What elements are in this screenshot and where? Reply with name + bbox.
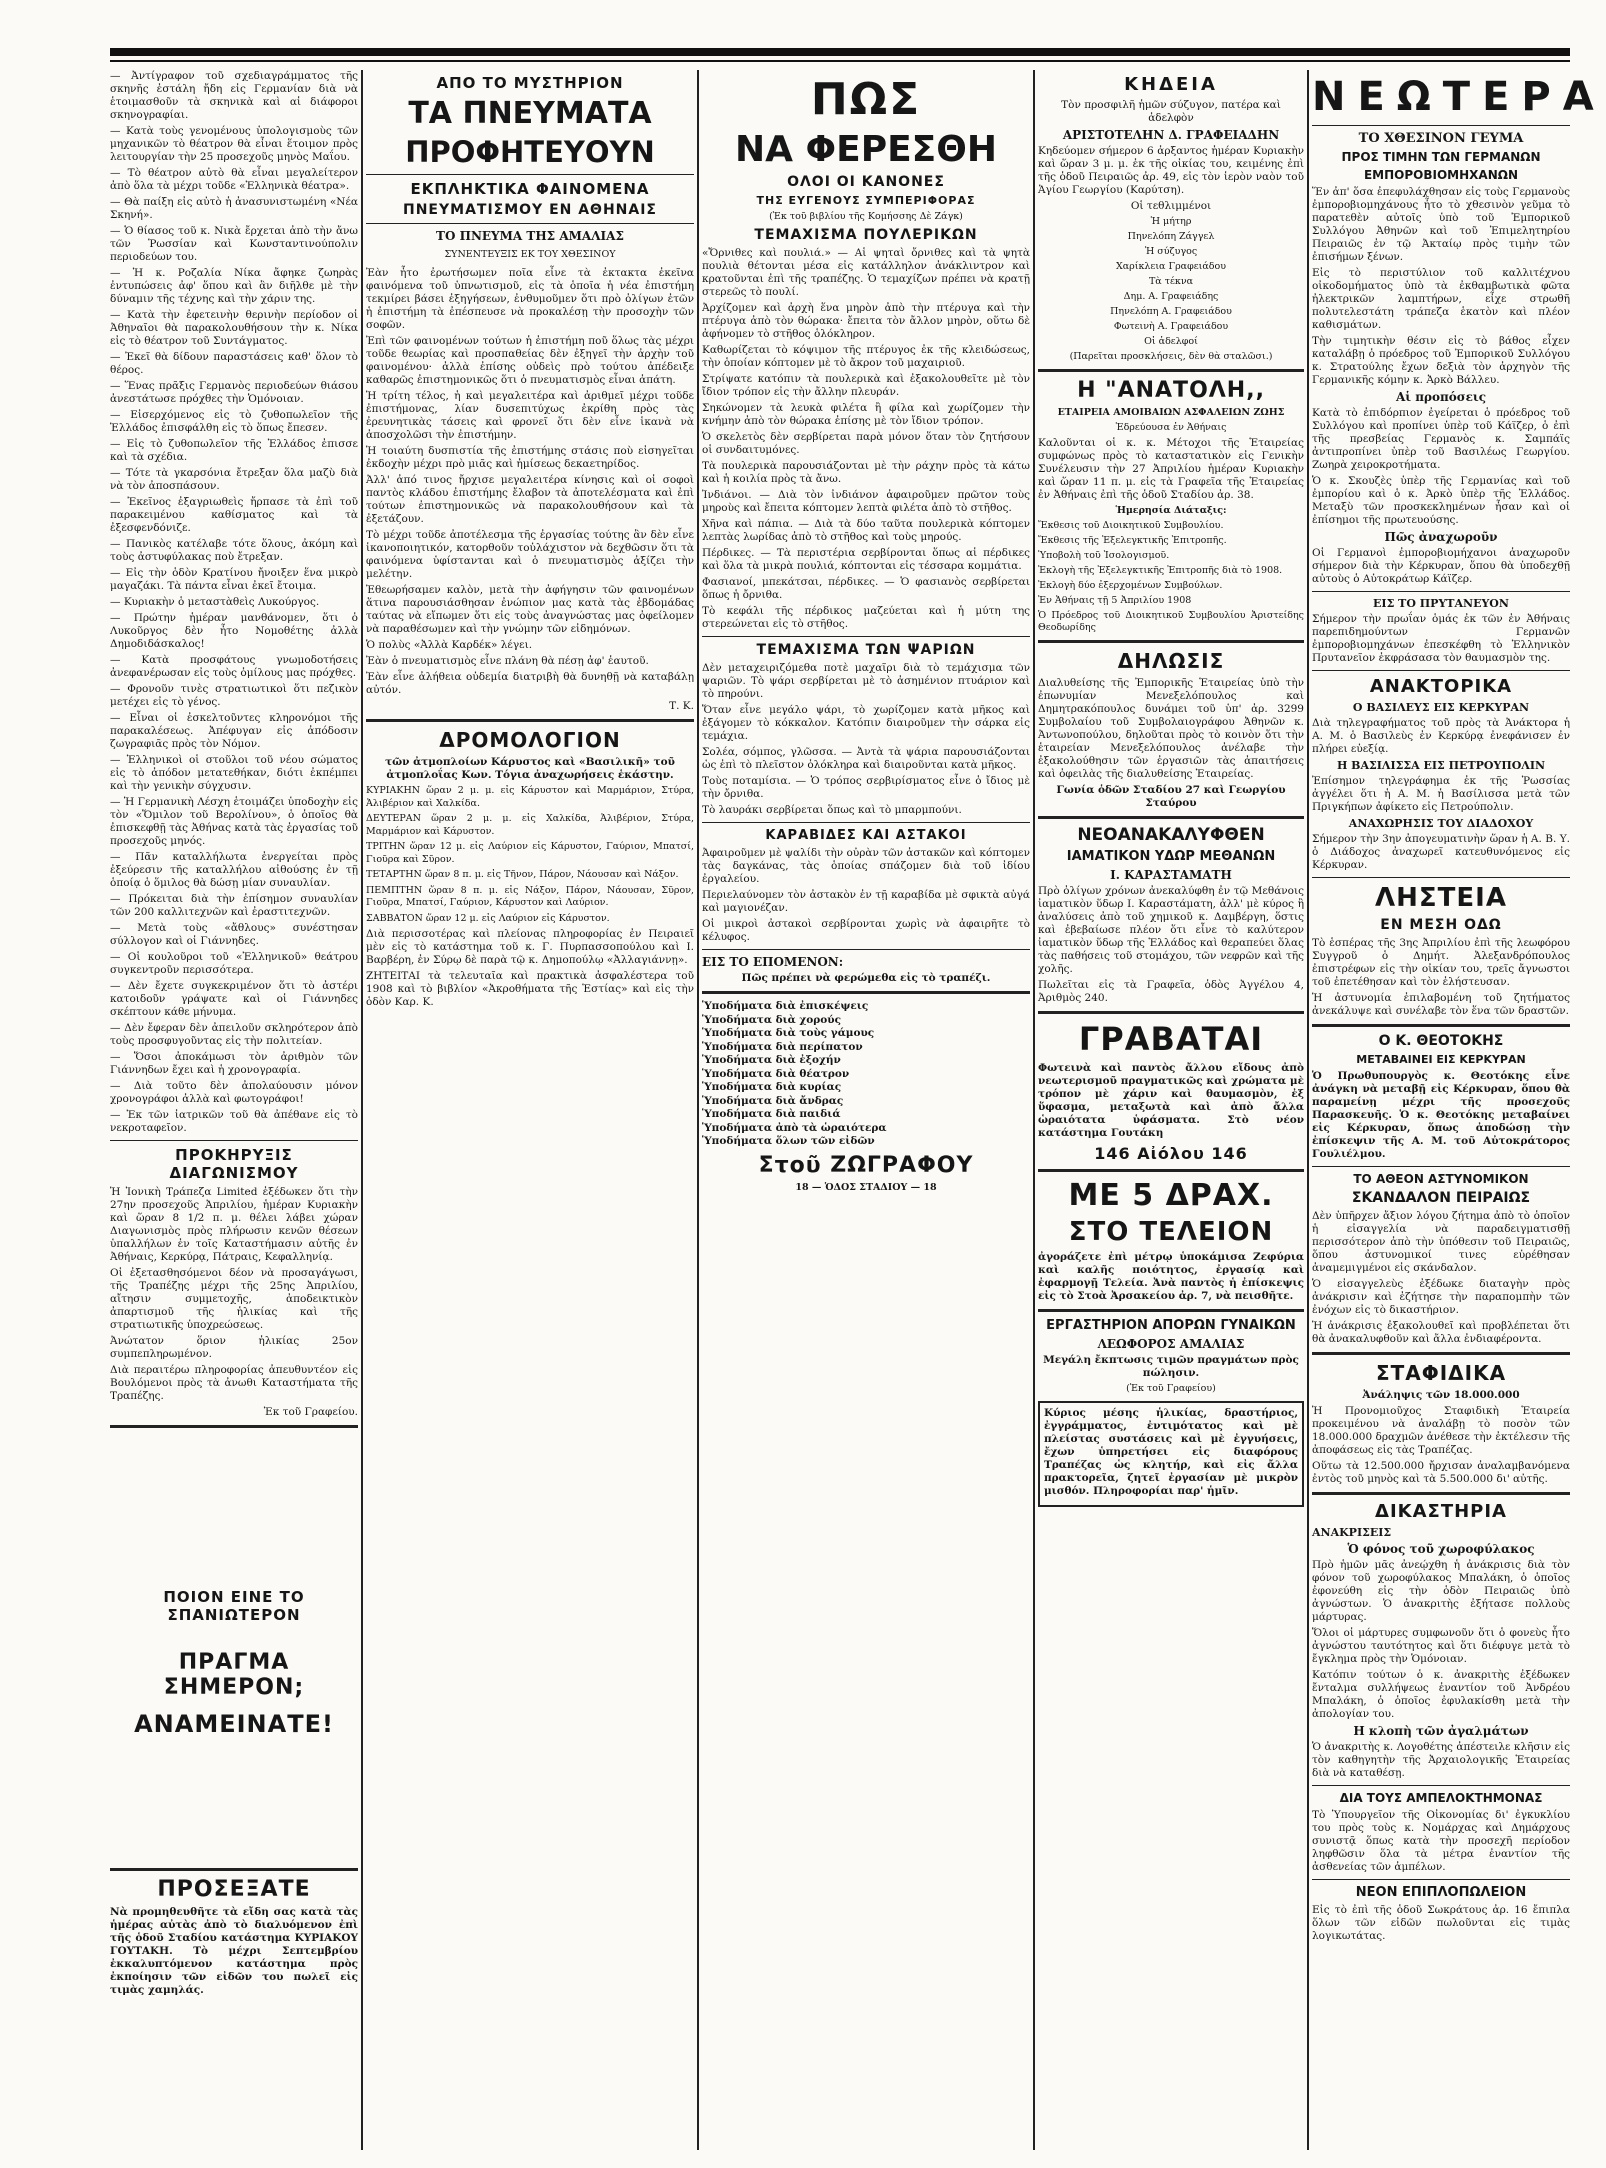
newspaper-page (110, 48, 1606, 2158)
divider (1038, 1011, 1304, 1014)
paragraph: Σολέα, σόμπος, γλῶσσα. — Ἀντὰ τὰ ψάρια παρουσιάζονται ὡς ἐπὶ τὸ πλεῖστον ὁλόκληρα καὶ διαιροῦνται κατὰ μῆκος. (702, 746, 1030, 771)
divider (1038, 369, 1304, 372)
signature: Τ. Κ. (669, 700, 694, 712)
signature: Ἐκ τοῦ Γραφείου. (263, 1406, 358, 1418)
headline-attention: ΠΡΟΣΕΞΑΤΕ (157, 1877, 311, 1902)
subheadline: Ι. ΚΑΡΑΣΤΑΜΑΤΗ (1110, 868, 1232, 882)
schedule-line: ΚΥΡΙΑΚΗΝ ὥραν 2 μ. μ. εἰς Κάρυστον καὶ Μαρμάριον, Στύρα, Ἀλιβέριον καὶ Χαλκίδα. (366, 785, 694, 809)
paragraph: «Ὄρνιθες καὶ πουλιά.» — Αἱ ψηταὶ ὄρνιθες καὶ τὰ ψητὰ πουλιὰ θέτονται μέσα εἰς κατάλληλον ἀνάκλιντρον καὶ κρατοῦνται ἐπὶ τῆς τραπέζης. Ὁ τεμαχίζων πρέπει νὰ κρατῇ στερεῶς τὸ πουλί. (702, 247, 1030, 298)
paragraph: Σηκώνομεν τὰ λευκὰ φιλέτα ἢ φίλα καὶ χωρίζομεν τὴν κνήμην ἀπὸ τὸν θώρακα ἐπίσης μὲ τὸν ἴδιον τρόπον. (702, 402, 1030, 427)
headline-new-water: ΝΕΟΑΝΑΚΑΛΥΦΘΕΝ (1077, 825, 1265, 845)
agenda-item: Ὑποβολὴ τοῦ Ἰσολογισμοῦ. (1038, 550, 1170, 561)
relative: Ἡ σύζυγος (1144, 246, 1198, 257)
store-address: 18 — ὉΔΟΣ ΣΤΑΔΙΟΥ — 18 (795, 1181, 937, 1193)
shoes-ad-line: Ὑποδήματα διὰ τοὺς γάμους (702, 1027, 875, 1039)
relative: Πηνελόπη Α. Γραφειάδου (1110, 306, 1232, 317)
paragraph: Ἀνάληψις τῶν 18.000.000 (1362, 1389, 1520, 1401)
paragraph: — Τότε τὰ γκαρσόνια ἔτρεξαν ὅλα μαζὺ διὰ νὰ τὸν ἀποσπάσουν. (110, 467, 358, 492)
shoes-ad-list (702, 1000, 1030, 1149)
subheadline: ΑΝΑΧΩΡΗΣΙΣ ΤΟΥ ΔΙΑΔΟΧΟΥ (1348, 817, 1534, 830)
divider (1312, 877, 1570, 878)
paragraph: — Πρώτην ἡμέραν μανθάνομεν, ὅτι ὁ Λυκοῦργος δὲν ἦτο Νομοθέτης ἀλλὰ Δημοδιδάσκαλος! (110, 612, 358, 650)
paragraph: Ἡ ἀνάκρισις ἐξακολουθεῖ καὶ προβλέπεται ὅτι θὰ ἀνακαλυφθοῦν καὶ ἄλλα ἐνδιαφέροντα. (1312, 1320, 1570, 1345)
schedule-line: ΤΕΤΑΡΤΗΝ ὥραν 8 π. μ. εἰς Τῆνον, Πάρον, Νάουσαν καὶ Νάξον. (366, 869, 679, 880)
paragraph: — Οἱ κουλοῦροι τοῦ «Ἐλληνικοῦ» θεάτρου συγκεντροῦν περισσότερα. (110, 951, 358, 976)
headline-competition: ΠΡΟΚΗΡΥΞΙΣ ΔΙΑΓΩΝΙΣΜΟΥ (169, 1146, 299, 1182)
divider (366, 174, 694, 175)
subheadline: ΜΕΤΑΒΑΙΝΕΙ ΕΙΣ ΚΕΡΚΥΡΑΝ (1356, 1053, 1526, 1066)
shoes-ad-line: Ὑποδήματα διὰ ἄνδρας (702, 1094, 844, 1107)
headline-ties: ΓΡΑΒΑΤΑΙ (1078, 1020, 1264, 1058)
shoes-ad-line: Ὑποδήματα διὰ παιδιά (702, 1108, 841, 1120)
paragraph: — Κατὰ προσφάτους γνωμοδοτήσεις ἀνεφανέρωσαν εἰς τοὺς ὁμίλους μας πρόχθες. (110, 654, 358, 679)
paragraph: Ὁ πολὺς «Ἀλλὰ Καρδέκ» λέγει. (366, 639, 533, 651)
headline-scandal: ΤΟ ΑΘΕΟΝ ΑΣΤΥΝΟΜΙΚΟΝ (1353, 1172, 1529, 1186)
date-line: Ἐν Ἀθήναις τῇ 5 Ἀπριλίου 1908 (1038, 595, 1192, 606)
paragraph: — Εἰς τὸ ζυθοπωλεῖον τῆς Ἑλλάδος ἐπισσε καὶ τὰ σχέδια. (110, 438, 358, 463)
paragraph: Μεγάλη ἔκπτωσις τιμῶν πραγμάτων πρὸς πώλησιν. (1043, 1354, 1299, 1379)
paragraph: Διαλυθείσης τῆς Ἐμπορικῆς Ἑταιρείας ὑπὸ τὴν ἐπωνυμίαν Μενεξελόπουλος καὶ Δημητρακόπουλος δυνάμει τοῦ ὑπ' ἀρ. 3299 Συμβολαίου τοῦ Συμβολαιογράφου Ἀθηνῶν κ. Ἀντωνοπούλου, δηλοῦται πρὸς τὸ κοινὸν ὅτι τὴν ἑταιρείαν Μενεξελόπουλος ἀνέλαβε τὴν ἐξακολούθησιν τῶν ἐργασιῶν τὰς ἀπαιτήσεις καὶ ὀφειλὰς τῆς διαλυθείσης Ἑταιρείας. (1038, 677, 1304, 780)
paragraph: — Ἀντίγραφον τοῦ σχεδιαγράμματος τῆς σκηνῆς ἐστάλη ἤδη εἰς Γερμανίαν διὰ νὰ ἑτοιμασθοῦν τὰ σκηνικὰ καὶ αἱ διάφοροι σκηνογραφίαι. (110, 70, 358, 121)
classified-box (1038, 1401, 1304, 1507)
agenda-item: Ἐκλογὴ δύο ἐξερχομένων Συμβούλων. (1038, 580, 1223, 591)
paragraph: — Ἡ κ. Ροζαλία Νίκα ἄφηκε ζωηρὰς ἐντυπώσεις ἀφ' ὅπου καὶ ἂν διῆλθε μὲ τὴν δύναμιν τῆς τέχνης καὶ τὴν χάριν της. (110, 267, 358, 305)
shoes-ad-line: Ὑποδήματα διὰ ἐπισκέψεις (702, 1000, 869, 1012)
paragraph: — Πρόκειται διὰ τὴν ἐπίσημον συναυλίαν τῶν 200 καλλιτεχνῶν καὶ ἐραστιτεχνῶν. (110, 893, 358, 918)
schedule-line: ΤΡΙΤΗΝ ὥραν 12 μ. εἰς Λαύριον εἰς Κάρυστον, Γαύριον, Μπατσί, Γιοῦρα καὶ Σῦρον. (366, 841, 694, 865)
headline-dinner: ΤΟ ΧΘΕΣΙΝΟΝ ΓΕΥΜΑ (1358, 131, 1524, 146)
paragraph: Ἐὰν ἦτο ἐρωτήσωμεν ποῖα εἶνε τὰ ἐκτακτα ἐκεῖνα φαινόμενα τοῦ ὑπνωτισμοῦ, εἰς τὰ ὁποῖα ἡ νέα ἐπιστήμη τεκμίρει βάσει ἐξηγήσεων, ἐνθυμοῦμεν ὅτι πρὸ ὀλίγων ἐτῶν ἡ ἐπιστήμη τὰ ἐπέσπευσε νὰ προκαλέσῃ τὴν προσοχὴν τῶν σοφῶν. (366, 267, 694, 331)
paragraph: Οἱ μικροὶ ἀστακοὶ σερβίρονται χωρὶς νὰ ἀφαιρῆτε τὸ κέλυφος. (702, 918, 1030, 943)
column-divider (1307, 70, 1309, 2150)
paragraph: Ὅλοι οἱ μάρτυρες συμφωνοῦν ὅτι ὁ φονεὺς ἦτο ἀγνώστου ταυτότητος καὶ ὅτι διέφυγε μετὰ τὸ ἔγκλημα πρὸς τὴν Ὁμόνοιαν. (1312, 1627, 1570, 1665)
paragraph: Τὸ λαυράκι σερβίρεται ὅπως καὶ τὸ μπαρμπούνι. (702, 804, 962, 816)
paragraph: Τὴν τιμητικὴν θέσιν εἰς τὸ βάθος εἶχεν καταλάβῃ ὁ πρόεδρος τοῦ Ἐμπορικοῦ Συλλόγου κ. Στρατούλης ἔχων δεξιὰ τὸν ἀρχηγὸν τῆς Γερμανικῆς κόμην κ. Ἀρκὸ Βάλλευ. (1312, 335, 1570, 386)
spacer (110, 1434, 358, 1584)
paragraph: — Ἑλληνικοὶ οἱ στοῦλοι τοῦ νέου σώματος εἰς τὸ ἀπόδον μετατεθήκαν, διότι ἐκπέμπει καὶ τὴν γενικὴν σύγχυσιν. (110, 754, 358, 792)
paragraph: Ἡ τρίτη τέλος, ἡ καὶ μεγαλειτέρα καὶ ἀριθμεῖ μέχρι τοῦδε ἐπιστήμονας, λίαν δυσεπιτύχως ἐκρίθη πρὸς τὰς ἐρευνητικὰς τάσεις καὶ φρονεῖ ὅτι δὲν εἶνε ἱκανὰ νὰ ἀποσχολῶσι τὴν ἐπιστήμην. (366, 390, 694, 441)
headline-lobsters: ΚΑΡΑΒΙΔΕΣ ΚΑΙ ΑΣΤΑΚΟΙ (765, 828, 967, 843)
kicker: ΑΠΟ ΤΟ ΜΥΣΤΗΡΙΟΝ (436, 74, 624, 92)
paragraph: — Διὰ τοῦτο δὲν ἀπολαύουσιν μόνον χρονογράφοι ἀλλὰ καὶ φωτογράφοι! (110, 1080, 358, 1105)
paragraph: Ἀφαιροῦμεν μὲ ψαλίδι τὴν οὐρὰν τῶν ἀστακῶν καὶ κόπτομεν τὰς δαγκάνας, τὰς ὁποίας σπάζομεν διὰ τοῦ ἰδίου ἐργαλείου. (702, 847, 1030, 885)
subheadline: ΟΛΟΙ ΟΙ ΚΑΝΟΝΕΣ (787, 174, 945, 190)
divider (702, 949, 1030, 950)
paragraph: Οὕτω τὰ 12.500.000 ἤρχισαν ἀναλαμβανόμενα ἐντὸς τοῦ μηνὸς καὶ τὰ 5.500.000 δι' αὐτῆς. (1312, 1460, 1570, 1485)
paragraph: Οἱ τεθλιμμένοι (1130, 200, 1212, 212)
paragraph: Δὲν μεταχειριζόμεθα ποτὲ μαχαῖρι διὰ τὸ τεμάχισμα τῶν ψαριῶν. Τὸ ψάρι σερβίρεται μὲ τὸ ἀσημένιον πτυάριον καὶ τὸ πηρούνι. (702, 662, 1030, 700)
headline-latest: ΝΕΩΤΕΡΑ (1312, 74, 1606, 120)
divider (1312, 125, 1570, 126)
divider (702, 991, 1030, 994)
headline-5-drachmas: ΜΕ 5 ΔΡΑΧ. (1068, 1178, 1274, 1213)
paragraph: — Κατὰ τὴν ἐφετεινὴν θερινὴν περίοδον οἱ Ἀθηναῖοι θὰ παρακολουθήσουν τὴν κ. Νίκα εἰς τὸ θέατρον τοῦ Συντάγματος. (110, 309, 358, 347)
paragraph: Καλοῦνται οἱ κ. κ. Μέτοχοι τῆς Ἑταιρείας συμφώνως πρὸς τὸ καταστατικὸν εἰς Γενικὴν Συνέλευσιν τὴν 27 Ἀπριλίου ἡμέραν Κυριακὴν καὶ ὥραν 11 π. μ. εἰς τὰ Γραφεῖα τῆς Ἑταιρείας ἐν Ἀθήναις ἐπὶ τῆς ὁδοῦ Σταδίου ἀρ. 38. (1038, 437, 1304, 501)
column-3 (702, 70, 1030, 2150)
column-4 (1038, 70, 1304, 2150)
paragraph: — Τὸ θέατρον αὐτὸ θὰ εἶναι μεγαλείτερον ἀπὸ ὅλα τὰ μέχρι τοῦδε «Ἑλληνικὰ θέατρα». (110, 167, 358, 192)
headline-poultry: ΤΕΜΑΧΙΣΜΑ ΠΟΥΛΕΡΙΚΩΝ (754, 227, 978, 243)
paragraph: Εἰς τὸ περιστύλιον τοῦ καλλιτέχνου οἰκοδομήματος ὑπὸ τὰ ἐκθαμβωτικὰ φῶτα ἠλεκτρικῶν λαμπτήρων, εἶχε στρωθῆ πολυτελεστάτη τράπεζα ἑκατὸν καὶ πλέον καθισμάτων. (1312, 267, 1570, 331)
paragraph: Ἀρχίζομεν καὶ ἀρχὴ ἕνα μηρὸν ἀπὸ τὴν πτέρυγα καὶ τὴν πτέρυγα ἀπὸ τὸν θώρακα· ἔπειτα τὸν ἄλλον μηρὸν, οὕτω δὲ ἀφήνομεν τὸ στῆθος ὁλόκληρον. (702, 302, 1030, 340)
headline-anatoli: Η "ΑΝΑΤΟΛΗ,, (1077, 378, 1265, 403)
paragraph: Ἐπίσημον τηλεγράφημα ἐκ τῆς Ῥωσσίας ἀγγέλει ὅτι ἡ Α. Μ. ἡ Βασίλισσα μετὰ τῶν Πριγκήπων ἀφίκετο εἰς Πετρούπολιν. (1312, 775, 1570, 813)
paragraph: Ἕν ἀπ' ὅσα ἐπεφυλάχθησαν εἰς τοὺς Γερμανοὺς ἐμποροβιομηχάνους ἦτο τὸ χθεσινὸν γεῦμα τὸ παρατεθὲν αὐτοῖς ὑπὸ τοῦ Ἐμπορικοῦ Συλλόγου Ἀθηνῶν καὶ τοῦ Ἐπιμελητηρίου Πειραιῶς ἐν τῷ Ἀκταίῳ πρὸς τιμὴν τῶν ἐπισήμων ξένων. (1312, 186, 1570, 263)
paragraph: Διὰ τηλεγραφήματος τοῦ πρὸς τὰ Ἀνάκτορα ἡ Α. Μ. ὁ Βασιλεὺς ἐν Κερκύρᾳ ἐνεφάνισεν ἐν πλήρει εὐεξίᾳ. (1312, 717, 1570, 755)
subheadline: Ὁ φόνος τοῦ χωροφύλακος (1347, 1542, 1535, 1556)
paragraph: Ἡ ἀστυνομία ἐπιλαβομένη τοῦ ζητήματος ἀνεκάλυψε καὶ συνέλαβε τὸν ἕνα τῶν δραστῶν. (1312, 992, 1570, 1017)
store-name: Στοῦ ΖΩΓΡΑΦΟΥ (758, 1152, 974, 1178)
shoes-ad-line: Ὑποδήματα ἀπὸ τὰ ὡραιότερα (702, 1121, 887, 1134)
subheadline: ΠΡΟΣ ΤΙΜΗΝ ΤΩΝ ΓΕΡΜΑΝΩΝ (1341, 150, 1541, 164)
paragraph: Διὰ περισσοτέρας καὶ πλείονας πληροφορίας ἐν Πειραιεῖ μὲν εἰς τὸ κατάστημα τοῦ κ. Γ. Πυρπασσοπούλου καὶ Ι. Βαρβέρη, ἐν Σύρῳ δὲ παρὰ τῷ κ. Δημοπούλῳ «Ἀλλαγιάννῃ». (366, 928, 694, 966)
paragraph: Τὸ ἑσπέρας τῆς 3ης Ἀπριλίου ἐπὶ τῆς λεωφόρου Συγγροῦ ὁ Δημήτ. Ἀλεξανδρόπουλος ἐπιστρέφων εἰς τὴν οἰκίαν του, τρεῖς ἄγνωστοι τοῦ ἐπετέθησαν καὶ τὸν ἐλήστευσαν. (1312, 937, 1570, 988)
subheadline: ΕΜΠΟΡΟΒΙΟΜΗΧΑΝΩΝ (1363, 168, 1518, 182)
subheadline: Αἱ προπόσεις (1395, 390, 1487, 404)
paragraph: — Ὅσοι ἀποκάμωσι τὸν ἀριθμὸν τῶν Γιάννηδων ἔχει καὶ ἡ χρονογραφία. (110, 1051, 358, 1076)
headline-schedule: ΔΡΟΜΟΛΟΓΙΟΝ (439, 728, 621, 752)
paragraph: Τὸ κεφάλι τῆς πέρδικος μαζεύεται καὶ ἡ μύτη της στερεώνεται εἰς τὸ στῆθος. (702, 605, 1030, 630)
headline-fish: ΤΕΜΑΧΙΣΜΑ ΤΩΝ ΨΑΡΙΩΝ (756, 642, 976, 658)
paragraph: Σήμερον τὴν πρωΐαν ὁμάς ἐκ τῶν ἐν Ἀθήναις παρεπιδημούντων Γερμανῶν ἐμποροβιομηχάνων ἐπεσκέφθη τὸ Ἑλληνικὸν Πρυτανεῖον ἐκφράσασα τὸν θαυμασμὸν της. (1312, 613, 1570, 664)
agenda-item: Ἐκλογὴ τῆς Ἐξελεγκτικῆς Ἐπιτροπῆς διὰ τὸ 1908. (1038, 565, 1283, 576)
paragraph: Χῆνα καὶ πάπια. — Διὰ τὰ δύο ταῦτα πουλερικὰ κόπτομεν λεπτὰς λωρίδας ἀπὸ τὸ στῆθος καὶ τοὺς μηρούς. (702, 518, 1030, 543)
subheadline: Η κλοπὴ τῶν ἀγαλμάτων (1353, 1724, 1529, 1738)
shoes-ad-line: Ὑποδήματα ὅλων τῶν εἰδῶν (702, 1135, 875, 1147)
relative: Φωτεινὴ Α. Γραφειάδου (1113, 321, 1229, 332)
schedule-line: ΔΕΥΤΕΡΑΝ ὥραν 2 μ. μ. εἰς Χαλκίδα, Ἀλιβέριον, Στύρα, Μαρμάριον καὶ Κάρυστον. (366, 813, 694, 837)
headline-funeral: ΚΗΔΕΙΑ (1124, 74, 1218, 95)
divider (1312, 1352, 1570, 1355)
subheadline: ΤΟ ΠΝΕΥΜΑ ΤΗΣ ΑΜΑΛΙΑΣ (436, 229, 624, 243)
relative: Δημ. Α. Γραφειάδης (1123, 291, 1219, 302)
paragraph: Ἐθεωρήσαμεν καλὸν, μετὰ τὴν ἀφήγησιν τῶν φαινομένων ἅτινα παρουσιάσθησαν ἐνώπιον μας κατὰ τὰς ἐβδομάδας ταύτας νὰ εἴπωμεν ὅτι εἰς τοὺς ἀναγνώστας μας ὀφείλομεν νὰ παραθέσωμεν καὶ τὴν γνώμην τῶν εἰδημόνων. (366, 584, 694, 635)
agenda-item: Ἔκθεσις τοῦ Διοικητικοῦ Συμβουλίου. (1038, 520, 1224, 531)
column-2 (366, 70, 694, 2150)
paragraph: Ἰνδιάνοι. — Διὰ τὸν ἰνδιάνον ἀφαιροῦμεν πρῶτον τοὺς μηροὺς καὶ ἔπειτα κόπτομεν λεπτὰ φιλέτα ἀπὸ τὸ στῆθος. (702, 489, 1030, 514)
paragraph: Ἐὰν εἶνε ἀλήθεια οὐδεμία διατριβὴ θὰ δυνηθῇ νὰ καταβάλῃ αὐτόν. (366, 671, 694, 696)
paragraph: Πωλεῖται εἰς τὰ Γραφεῖα, ὁδὸς Ἀγγέλου 4, Ἀριθμὸς 240. (1038, 979, 1304, 1004)
masthead-rule-thin (110, 60, 1570, 62)
divider (1038, 1169, 1304, 1172)
shoes-ad-line: Ὑποδήματα διὰ περίπατον (702, 1040, 863, 1053)
headline-how: ΠΩΣ (810, 74, 922, 125)
subheadline: Ο ΒΑΣΙΛΕΥΣ ΕΙΣ ΚΕΡΚΥΡΑΝ (1352, 701, 1530, 714)
shoes-ad-line: Ὑποδήματα διὰ θέατρον (702, 1067, 850, 1080)
paragraph: — Μετὰ τοὺς «ἄθλους» συνέστησαν σύλλογον καὶ οἱ Γιάννηδες. (110, 922, 358, 947)
relative: Οἱ ἀδελφοί (1144, 336, 1198, 347)
paragraph: — Πανικὸς κατέλαβε τότε ὅλους, ἀκόμη καὶ τοὺς ἀστυφύλακας ποὺ ἔτρεξαν. (110, 538, 358, 563)
paragraph: Ἐπὶ τῶν φαινομένων τούτων ἡ ἐπιστήμη ποῦ ὅλως τὰς μέχρι τοῦδε θεωρίας καὶ προσπαθείας δὲν ἐξηγεῖ τὴν ἀρχὴν τοῦ φαινομένου· ἀλλὰ ἐπίσης οὐδεὶς πρὸ τούτου ἀπέδειξε καθαρῶς ἐπιστημονικῶς ὅτι ὁ πνευματισμὸς εἶναι ἀπάτη. (366, 335, 694, 386)
paragraph: Ἀλλ' ἀπό τινος ἤρχισε μεγαλειτέρα κίνησις καὶ οἱ σοφοὶ παντὸς κλάδου ἐπιστήμης ἔλαβον τὰ ἀποτελέσματα καὶ ἐπὶ τούτων ἐπιστημονικῶς νὰ παρακολουθήσουν καὶ τὰ ἐξετάζουν. (366, 474, 694, 525)
paragraph: — Εἰσερχόμενος εἰς τὸ ζυθοπωλεῖον τῆς Ἑλλάδος ἐπισφάλθη εἰς τὸ ὅπως ἔπεσεν. (110, 409, 358, 434)
divider (366, 223, 694, 224)
paragraph: Ὁ κ. Σκουζὲς ὑπὲρ τῆς Γερμανίας καὶ τοῦ ἐμπορίου καὶ ὁ κ. Ἀρκὸ ὑπὲρ τῆς Ἑλλάδος. Μεταξὺ τῶν προσκεκλημένων ἦσαν καὶ οἱ ἐπίσημοι τῆς πρωτευούσης. (1312, 475, 1570, 526)
paragraph: — Κυριακὴν ὁ μεταστὰθεὶς Λυκούργος. (110, 596, 320, 608)
schedule-line: ΠΕΜΠΤΗΝ ὥραν 8 π. μ. εἰς Νάξον, Πάρον, Νάουσαν, Σῦρον, Γιοῦρα, Μπατσί, Γαύριον, Κάρυστον καὶ Λαύριον. (366, 884, 694, 908)
paragraph: Δὲν ὑπῆρχεν ἄξιον λόγου ζήτημα ἀπὸ τὸ ὁποῖον ἡ εἰσαγγελία νὰ παραδειγματισθῇ περισσότερον ἀπὸ τὴν ὑπόθεσιν τοῦ Πειραιῶς, ὅπου ἀστυνομικοί τινες εὑρέθησαν ἀναμεμιγμένοι εἰς σκάνδαλον. (1312, 1210, 1570, 1274)
paragraph: Ἀνώτατον ὅριον ἡλικίας 25ον συμπεπληρωμένον. (110, 1335, 358, 1360)
headline-workshop: ΕΡΓΑΣΤΗΡΙΟΝ ΑΠΟΡΩΝ ΓΥΝΑΙΚΩΝ (1046, 1318, 1296, 1333)
column-5 (1312, 70, 1606, 2150)
paragraph: — Ἐκ τῶν ἰατρικῶν τοῦ θὰ ἀπέθανε εἰς τὸ νεκροταφεῖον. (110, 1109, 358, 1134)
divider (702, 822, 1030, 823)
paragraph: — Ἡ Γερμανικὴ Λέσχη ἑτοιμάζει ὑποδοχὴν εἰς τὸν «Ὅμιλον τοῦ Βερολίνου», ὁ ὁποῖος θὰ ἐπισκεφθῇ τὰς Ἀθήνας κατὰ τὰς ἐργασίας τοῦ προσεχοῦς μηνός. (110, 796, 358, 847)
paragraph: — Φρονοῦν τινὲς στρατιωτικοὶ ὅτι πεζικὸν μετέχει εἰς τὸ γένος. (110, 683, 358, 708)
spacer (110, 1742, 358, 1862)
shoes-ad-line: Ὑποδήματα διὰ χορούς (702, 1013, 841, 1026)
schedule-line: ΣΑΒΒΑΤΟΝ ὥραν 12 μ. εἰς Λαύριον εἰς Κάρυστον. (366, 912, 610, 924)
column-divider (1033, 70, 1035, 2150)
signature: (Ἐκ τοῦ Γραφείου) (1126, 1383, 1216, 1394)
paragraph: — Δὲν ἔφεραν δὲν ἀπειλοῦν σκληρότερον ἀπὸ τοὺς προσφυγοῦντας εἰς τὴν πολιτείαν. (110, 1022, 358, 1047)
paragraph: τῶν ἀτμοπλοίων Κάρυστος καὶ «Βασιλικῆ» τοῦ ἀτμοπλοΐας Κων. Τόγια ἀναχωρήσεις ἑκάστην. (385, 756, 675, 781)
source-note: (Ἐκ τοῦ βιβλίου τῆς Κομήσσης Δὲ Ζάγκ) (769, 211, 963, 222)
relative: Χαρίκλεια Γραφειάδου (1115, 261, 1227, 272)
paragraph: Οἱ ἐξετασθησόμενοι δέον νὰ προσαγάγωσι, τῆς Τραπέζης μέχρι τῆς 25ης Ἀπριλίου, αἴτησιν συμμετοχῆς, ἀποδεικτικὸν ἀπαρτισμοῦ τῆς ἡλικίας καὶ τῆς στρατιωτικῆς ὑποχρεώσεως. (110, 1267, 358, 1331)
shoes-ad-line: Ὑποδήματα διὰ κυρίας (702, 1081, 842, 1093)
paragraph: ἀγοράζετε ἐπὶ μέτρῳ ὑποκάμισα Ζεφύρια καὶ καλῆς ποιότητος, ἐργασίᾳ καὶ ἐφαρμογῇ Τελεία. Ἀνὰ παντὸς ἡ ἐπίσκεψις εἰς τὸ Στοὰ Ἀρσακείου ἀρ. 7, νὰ πεισθῆτε. (1038, 1251, 1304, 1302)
paragraph: Ὁ σκελετὸς δὲν σερβίρεται παρὰ μόνον ὅταν τὸν ζητήσουν οἱ συνδαιτυμόνες. (702, 431, 1030, 456)
paragraph: Κατὰ τὸ ἐπιδόρπιον ἐγείρεται ὁ πρόεδρος τοῦ Συλλόγου καὶ προπίνει ὑπὲρ τοῦ Κάϊζερ, ὁ ἐπὶ τῆς πρεσβείας Γερμανὸς κ. Σαμπάϊς ἀντιπροπίνει ὑπὲρ τοῦ Βασιλέως Γεωργίου. Ζωηρὰ χειροκροτήματα. (1312, 407, 1570, 471)
paragraph: Κύριος μέσης ἡλικίας, δραστήριος, ἐγγράμματος, ἐντιμότατος καὶ μὲ πλείστας συστάσεις καὶ μὲ ἐγγυήσεις, ἔχων ὑπηρετήσει εἰς διαφόρους Τραπέζας ὡς κλητήρ, καὶ εἰς ἄλλα πρακτορεῖα, ζητεῖ ἐργασίαν μὲ μικρὸν μισθόν. Πληροφορίαι παρ' ἡμῖν. (1044, 1407, 1298, 1497)
column-1 (110, 70, 358, 2150)
agenda-item: Ἔκθεσις τῆς Ἐξελεγκτικῆς Ἐπιτροπῆς. (1038, 535, 1227, 546)
column-divider (361, 70, 363, 2150)
paragraph: Καθωρίζεται τὸ κόψιμον τῆς πτέρυγος ἐκ τῆς κλειδώσεως, τὴν ὁποίαν κόπτομεν μὲ τὸ ἄκρον τοῦ μαχαιριοῦ. (702, 344, 1030, 369)
headline-vineyards: ΔΙΑ ΤΟΥΣ ΑΜΠΕΛΟΚΤΗΜΟΝΑΣ (1339, 1791, 1543, 1805)
paragraph: Πῶς πρέπει νὰ φερώμεθα εἰς τὸ τραπέζι. (741, 972, 991, 984)
subheadline: Πῶς ἀναχωροῦν (1384, 530, 1498, 544)
divider (1312, 1166, 1570, 1167)
paragraph: Περιελαύνομεν τὸν ἀστακὸν ἐν τῇ καραβίδα μὲ σφικτὰ αὐγά καὶ μαγιονέζαν. (702, 889, 1030, 914)
divider (1038, 1309, 1304, 1312)
subheadline: ΠΝΕΥΜΑΤΙΣΜΟΥ ΕΝ ΑΘΗΝΑΙΣ (403, 202, 657, 218)
paragraph: — Κατὰ τοὺς γενομένους ὑπολογισμοὺς τῶν μηχανικῶν τὸ θέατρον θὰ εἶναι ἕτοιμον πρὸς λειτουργίαν τὴν 25 προσεχοῦς μηνὸς Μαΐου. (110, 125, 358, 163)
divider (1312, 670, 1570, 671)
divider (1038, 816, 1304, 819)
headline-behave: ΝΑ ΦΕΡΕΣΘΗ (734, 129, 998, 170)
headline-palace: ΑΝΑΚΤΟΡΙΚΑ (1369, 676, 1513, 697)
subheadline: ΑΝΑΚΡΙΣΕΙΣ (1312, 1526, 1392, 1539)
subheadline: ΣΚΑΝΔΑΛΟΝ ΠΕΙΡΑΙΩΣ (1351, 1190, 1531, 1206)
headline-prophesy: ΠΡΟΦΗΤΕΥΟΥΝ (405, 135, 655, 169)
paragraph: Ὁ Πρωθυπουργὸς κ. Θεοτόκης εἶνε ἀνάγκη νὰ μεταβῇ εἰς Κέρκυραν, ὅπου θὰ παραμείνῃ μέχρι τῆς προσεχοῦς Παρασκευῆς. Ὁ κ. Θεοτόκης μεταβαίνει εἰς Κέρκυραν, ὅπως ἀποδώσῃ τὴν ἐπίσκεψιν τῆς Α. Μ. τοῦ Αὐτοκράτορος Γουλιέλμου. (1312, 1070, 1570, 1160)
subheadline: ΕΝ ΜΕΣΗ ΟΔΩ (1380, 917, 1502, 933)
headline-prytaneion: ΕΙΣ ΤΟ ΠΡΥΤΑΝΕΥΟΝ (1373, 597, 1509, 610)
paragraph: Φασιανοί, μπεκάτσαι, πέρδικες. — Ὁ φασιανὸς σερβίρεται ὅπως ἡ ὄρνιθα. (702, 576, 1030, 601)
divider (1312, 1879, 1570, 1880)
paragraph: Οἱ Γερμανοὶ ἐμποροβιομήχανοι ἀναχωροῦν σήμερον διὰ τὴν Κέρκυραν, ὅπου θὰ ὑποδεχθῇ αὐτοὺς ὁ Αὐτοκράτωρ Κάϊζερ. (1312, 547, 1570, 585)
headline-declaration: ΔΗΛΩΣΙΣ (1117, 649, 1225, 673)
divider (110, 1425, 358, 1428)
paragraph: — Πᾶν καταλλήλωτα ἐνεργείται πρὸς ἐξεύρεσιν τῆς καταλλήλου αἰθούσης ἐν τῇ ὁποίᾳ ὁ ὅμιλος θὰ δώσῃ μίαν συναυλίαν. (110, 851, 358, 889)
deceased-name: ΑΡΙΣΤΟΤΕΛΗΝ Δ. ΓΡΑΦΕΙΑΔΗΝ (1062, 128, 1280, 142)
relative: Τὰ τέκνα (1148, 276, 1194, 287)
shoes-ad-line: Ὑποδήματα διὰ ἐξοχήν (702, 1054, 841, 1066)
paragraph: Φωτεινὰ καὶ παντὸς ἄλλου εἴδους ἀπὸ νεωτερισμοῦ πραγματικῶς καὶ χρώματα μὲ τρόπον μὲ χάριν καὶ θαυμασμὸν, ἐξ ὕφασμα, μεταξωτὰ καὶ ἀπὸ ἄλλα ὡραιότατα ὑφάσματα. Στὸ νέον κατάστημα Γουτάκη (1038, 1062, 1304, 1139)
divider (366, 719, 694, 722)
paragraph: Σήμερον τὴν 3ην ἀπογευματινὴν ὥραν ἡ Α. Β. Υ. ὁ Διάδοχος ἀναχωρεῖ κατευθυνόμενος εἰς Κέρκυραν. (1312, 833, 1570, 871)
subheadline: ΕΚΠΛΗΚΤΙΚΑ ΦΑΙΝΟΜΕΝΑ (410, 180, 650, 198)
divider (1312, 1492, 1570, 1495)
paragraph: Ἡ τοιαύτη δυσπιστία τῆς ἐπιστήμης στάσις ποὺ εἰσηγεῖται ἐκδοχὴν μέχρι πρὸ μιᾶς καὶ ἡμίσεως δεκαετηρίδος. (366, 445, 694, 470)
divider (1312, 1785, 1570, 1786)
masthead-rule (110, 48, 1570, 56)
relative: Ἡ μήτηρ (1150, 216, 1192, 227)
paragraph: — Δὲν ἔχετε συγκεκριμένον ὅτι τὸ ἀστέρι κατοιδοῦν γράψατε καὶ οἱ Γιάννηδες σκέπτουν κάθε μήνυμα. (110, 980, 358, 1018)
subheadline: ΕΤΑΙΡΕΙΑ ΑΜΟΙΒΑΙΩΝ ΑΣΦΑΛΕΙΩΝ ΖΩΗΣ (1057, 407, 1285, 418)
paragraph: Τὸ μέχρι τοῦδε ἀποτέλεσμα τῆς ἐργασίας τούτης ἂν δὲν εἶνε ἱκανοποιητικόν, κατορθοῦν τοὐλάχιστον νὰ δεχθῶσιν ὅτι τὰ φαινόμενα ὑφίστανται καὶ ὁ πνευματισμὸς ἀξίζει τὴν μελέτην. (366, 529, 694, 580)
paragraph: — Ἕνας πρᾶξις Γερμανὸς περιοδεύων θιάσου ἀνεστάτωσε πρόχθες τὴν Ὁμόνοιαν. (110, 380, 358, 405)
divider (110, 1868, 358, 1871)
divider (702, 636, 1030, 637)
paragraph: Πρὸ ὀλίγων χρόνων ἀνεκαλύφθη ἐν τῷ Μεθάνοις ἰαματικὸν ὕδωρ Ι. Καραστάματη, ἀλλ' μὲ κύρος ἢ ἀναλύσεις ἀπὸ τοῦ χημικοῦ κ. Δαμβέργη, ὅστις καὶ ἐβεβαίωσε πλέον ὅτι εἶνε τὸ καλύτερον ἰαματικὸν ὕδωρ τῆς Ἑλλάδος καὶ θεραπεύει ὅλας τὰς παθήσεις τοῦ στομάχου, τῶν νεφρῶν καὶ τῆς χολῆς. (1038, 885, 1304, 975)
teaser-line-2: ΠΡΑΓΜΑ ΣΗΜΕΡΟΝ; (163, 1650, 305, 1700)
divider (1312, 591, 1570, 592)
subheadline: ΤΗΣ ΕΥΓΕΝΟΥΣ ΣΥΜΠΕΡΙΦΟΡΑΣ (756, 194, 976, 207)
teaser-line-1: ΠΟΙΟΝ ΕΙΝΕ ΤΟ ΣΠΑΝΙΩΤΕΡΟΝ (163, 1588, 305, 1624)
paragraph: — Ἐκεῖνος ἐξαγριωθεὶς ἤρπασε τὰ ἐπὶ τοῦ παρακειμένου καθίσματος καὶ τὰ ἐξεσφενδόνιζε. (110, 496, 358, 534)
headline-raisins: ΣΤΑΦΙΔΙΚΑ (1375, 1361, 1507, 1385)
note: (Παρεῖται προσκλήσεις, δὲν θὰ σταλῶσι.) (1069, 351, 1273, 362)
address-line: ΛΕΩΦΟΡΟΣ ΑΜΑΛΙΑΣ (1097, 1337, 1245, 1351)
paragraph: — Ὁ θίασος τοῦ κ. Νικὰ ἔρχεται ἀπὸ τὴν ἄνω τῶν Ῥωσσίαν καὶ Κωνσταντινούπολιν περιοδεύων του. (110, 225, 358, 263)
headline-theotokis: Ο Κ. ΘΕΟΤΟΚΗΣ (1378, 1033, 1504, 1049)
teaser-line-3: ΑΝΑΜΕΙΝΑΤΕ! (134, 1710, 334, 1738)
paragraph: Πέρδικες. — Τὰ περιστέρια σερβίρονται ὅπως αἱ πέρδικες καὶ ὅλα τὰ μικρὰ πουλιά, κόπτονται εἰς τέσσαρα κομμάτια. (702, 547, 1030, 572)
column-divider (697, 70, 699, 2150)
paragraph: Ἑδρεύουσα ἐν Ἀθήναις (1115, 422, 1227, 433)
paragraph: Νὰ προμηθευθῆτε τὰ εἴδη σας κατὰ τὰς ἡμέρας αὐτὰς ἀπὸ τὸ διαλυόμενον ἐπὶ τῆς ὁδοῦ Σταδίου κατάστημα ΚΥΡΙΑΚΟΥ ΓΟΥΤΑΚΗ. Τὸ μέχρι Σεπτεμβρίου ἐκκαλυπτόμενον κατάστημα πρὸς ἐκποίησιν τῶν εἰδῶν του πωλεῖ εἰς τιμὰς χαμηλάς. (110, 1906, 358, 1996)
paragraph: Ὁ ἀνακριτὴς κ. Λογοθέτης ἀπέστειλε κλῆσιν εἰς τὸν καθηγητὴν τῆς Ἀρχαιολογικῆς Ἑταιρείας διὰ νὰ καταθέσῃ. (1312, 1741, 1570, 1779)
paragraph: Τοὺς ποταμίσια. — Ὁ τρόπος σερβιρίσματος εἶνε ὁ ἴδιος μὲ τὴν ὄρνιθα. (702, 775, 1030, 800)
byline: ΣΥΝΕΝΤΕΥΞΙΣ ΕΚ ΤΟΥ ΧΘΕΣΙΝΟΥ (444, 249, 616, 260)
headline-courts: ΔΙΚΑΣΤΗΡΙΑ (1375, 1501, 1507, 1522)
address-line: Γωνία ὁδῶν Σταδίου 27 καὶ Γεωργίου Σταύρου (1056, 784, 1286, 809)
address-line: 146 Αἰόλου 146 (1094, 1144, 1248, 1163)
paragraph: Στρίψατε κατόπιν τὰ πουλερικὰ καὶ ἐξακολουθεῖτε μὲ τὸν ἴδιον τρόπον εἰς τὴν ἄλλην πλευράν. (702, 373, 1030, 398)
headline-robbery: ΛΗΣΤΕΙΑ (1375, 883, 1507, 913)
headline-perfect: ΣΤΟ ΤΕΛΕΙΟΝ (1068, 1217, 1274, 1247)
paragraph: Κατόπιν τούτων ὁ κ. ἀνακριτὴς ἐξέδωκεν ἔνταλμα συλλήψεως ἐναντίον τοῦ Ἀνδρέου Μπαλάκη, ὁ ὁποῖος ἐφυλακίσθη μετὰ τὴν ἀπολογίαν του. (1312, 1669, 1570, 1720)
headline-next: ΕΙΣ ΤΟ ΕΠΟΜΕΝΟΝ: (702, 955, 844, 969)
divider (1312, 1024, 1570, 1027)
headline-spirits: ΤΑ ΠΝΕΥΜΑΤΑ (408, 96, 652, 131)
signature: Ὁ Πρόεδρος τοῦ Διοικητικοῦ Συμβουλίου Ἀριστείδης Θεοδωρίδης (1038, 610, 1304, 633)
paragraph: ΖΗΤΕΙΤΑΙ τὰ τελευταῖα καὶ πρακτικὰ ἀσφαλέστερα τοῦ 1908 καὶ τὸ βιβλίον «Ἀκροθήματα τῆς Ἑστίας» καὶ εἰς τὴν ὁδὸν Καρ. Κ. (366, 970, 694, 1008)
paragraph: Τὸ Ὑπουργεῖον τῆς Οἰκονομίας δι' ἐγκυκλίου του πρὸς τοὺς κ. Νομάρχας καὶ Δημάρχους συνιστᾷ ὅπως κατὰ τὴν προσεχῆ περίοδον ληφθῶσιν ὅλα τὰ μέτρα ἐναντίον τῆς ἀσθενείας τῶν ἀμπέλων. (1312, 1809, 1570, 1873)
divider (110, 1140, 358, 1141)
paragraph: Κηδεύομεν σήμερον 6 ἀρξαντος ἡμέραν Κυριακὴν καὶ ὥραν 3 μ. μ. ἐκ τῆς οἰκίας του, κειμένης ἐπὶ τῆς ὁδοῦ Πειραιῶς ἀρ. 49, εἰς τὸν ἱερὸν ναὸν τοῦ Ἁγίου Γεωργίου (Καρύτση). (1038, 145, 1304, 196)
subheadline: ΙΑΜΑΤΙΚΟΝ ΥΔΩΡ ΜΕΘΑΝΩΝ (1066, 849, 1276, 864)
paragraph: Ἡ Ἰονικὴ Τράπεζα Limited ἐξέδωκεν ὅτι τὴν 27ην προσεχοῦς Ἀπριλίου, ἡμέραν Κυριακὴν καὶ ὥραν 8 1/2 π. μ. θέλει λάβει χώραν Διαγωνισμὸς πρὸς πλήρωσιν κενῶν θέσεων ὑπαλλήλων ἐν τοῖς Καταστήμασιν αὐτῆς ἐν Ἀθήναις, Κερκύρᾳ, Πάτραις, Κεφαλληνίᾳ. (110, 1186, 358, 1263)
paragraph: Τὰ πουλερικὰ παρουσιάζονται μὲ τὴν ράχην πρὸς τὰ κάτω καὶ ἡ κοιλία πρὸς τὰ ἄνω. (702, 460, 1030, 485)
paragraph: Εἰς τὸ ἐπὶ τῆς ὁδοῦ Σωκράτους ἀρ. 16 ἔπιπλα ὅλων τῶν εἰδῶν πωλοῦνται εἰς τιμὰς λογικωτάτας. (1312, 1904, 1570, 1942)
divider (1038, 640, 1304, 643)
headline-furniture: ΝΕΟΝ ΕΠΙΠΛΟΠΩΛΕΙΟΝ (1355, 1885, 1527, 1900)
subheadline: Η ΒΑΣΙΛΙΣΣΑ ΕΙΣ ΠΕΤΡΟΥΠΟΛΙΝ (1336, 759, 1546, 772)
paragraph: Ἡ Προνομιοῦχος Σταφιδικὴ Ἑταιρεία προκειμένου νὰ ἀναλάβῃ τὸ ποσὸν τῶν 18.000.000 δραχμῶν ἀνέθεσε τὴν ἐκτέλεσιν τῆς ἀποφάσεως εἰς τὰς Τραπέζας. (1312, 1405, 1570, 1456)
paragraph: Πρὸ ἡμῶν μᾶς ἀνεῴχθη ἡ ἀνάκρισις διὰ τὸν φόνον τοῦ χωροφύλακος Μπαλάκη, ὁ ὁποῖος ἐφονεύθη εἰς τὴν ὁδὸν Πειραιῶς ὑπὸ ἀγνώστων. Ὁ ἀνακριτὴς ἐξήτασε πολλοὺς μάρτυρας. (1312, 1559, 1570, 1623)
paragraph: Τὸν προσφιλῆ ἡμῶν σύζυγον, πατέρα καὶ ἀδελφὸν (1061, 99, 1281, 124)
paragraph: Ἐὰν ὁ πνευματισμὸς εἶνε πλάνη θὰ πέσῃ ἀφ' ἑαυτοῦ. (366, 655, 649, 667)
paragraph: — Θὰ παίξη εἰς αὐτὸ ἡ ἀνασυνιστωμένη «Νέα Σκηνή». (110, 196, 358, 221)
paragraph: Ὅταν εἶνε μεγάλο ψάρι, τὸ χωρίζομεν κατὰ μῆκος καὶ ἐξάγομεν τὸ κόκκαλον. Κατόπιν διαιροῦμεν τὴν σάρκα εἰς τεμάχια. (702, 704, 1030, 742)
paragraph: Διὰ περαιτέρω πληροφορίας ἀπευθυντέον εἰς Βουλόμενοι πρὸς τὰ ἀνωθι Καταστήματα τῆς Τραπέζης. (110, 1364, 358, 1402)
paragraph: — Εἰς τὴν ὁδὸν Κρατίνου ἤνοιξεν ἕνα μικρὸ μαγαζάκι. Τὰ πάντα εἶναι ἐκεῖ ἔτοιμα. (110, 567, 358, 592)
relative: Πηνελόπη Ζάγγελ (1127, 231, 1215, 242)
paragraph: Ἡμερησία Διάταξις: (1115, 505, 1227, 516)
paragraph: Ὁ εἰσαγγελεὺς ἐξέδωκε διαταγὴν πρὸς ἀνάκρισιν καὶ ἐζήτησε τὴν παραπομπὴν τῶν ἐνόχων εἰς τὸ δικαστήριον. (1312, 1278, 1570, 1316)
paragraph: — Εἶναι οἱ ἐσκελτοῦντες κληρονόμοι τῆς παρακαλέσεως. Ἀπέφυγαν εἰς ἀπόδοσιν ζωγραφιᾶς πρὸς τὸν Νόμον. (110, 712, 358, 750)
paragraph: — Ἐκεῖ θὰ δίδουν παραστάσεις καθ' ὅλον τὸ θέρος. (110, 351, 358, 376)
